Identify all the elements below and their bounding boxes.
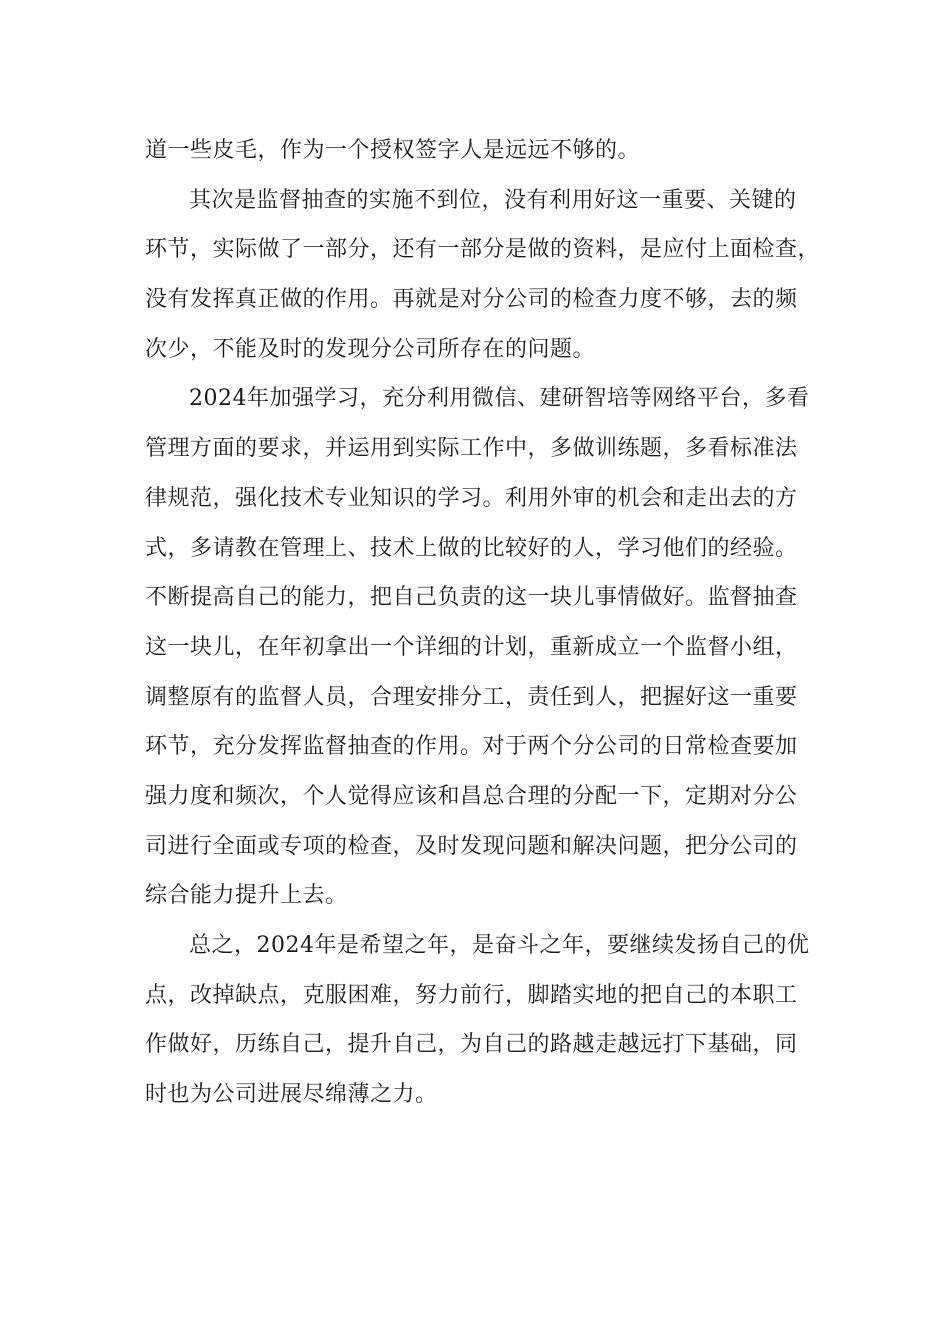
text-line: 强力度和频次，个人觉得应该和昌总合理的分配一下，定期对分公 bbox=[145, 783, 798, 809]
text-line: 次少，不能及时的发现分公司所存在的问题。 bbox=[145, 336, 596, 362]
text-line: 其次是监督抽查的实施不到位，没有利用好这一重要、关键的 bbox=[189, 187, 797, 213]
text-line: 管理方面的要求，并运用到实际工作中，多做训练题，多看标准法 bbox=[145, 436, 798, 462]
text-line: 2024年加强学习，充分利用微信、建研智培等网络平台，多看 bbox=[189, 386, 810, 412]
text-line: 调整原有的监督人员，合理安排分工，责任到人，把握好这一重要 bbox=[145, 684, 798, 710]
text-line: 环节，实际做了一部分，还有一部分是做的资料，是应付上面检查， bbox=[145, 237, 821, 263]
text-line: 司进行全面或专项的检查，及时发现问题和解决问题，把分公司的 bbox=[145, 833, 798, 859]
document-body bbox=[145, 126, 825, 1120]
text-line: 总之，2024年是希望之年，是奋斗之年，要继续发扬自己的优 bbox=[189, 933, 810, 958]
text-line: 环节，充分发挥监督抽查的作用。对于两个分公司的日常检查要加 bbox=[145, 734, 798, 760]
text-line: 律规范，强化技术专业知识的学习。利用外审的机会和走出去的方 bbox=[145, 485, 798, 511]
text-line: 道一些皮毛，作为一个授权签字人是远远不够的。 bbox=[145, 138, 641, 163]
text-line: 这一块儿，在年初拿出一个详细的计划，重新成立一个监督小组， bbox=[145, 634, 798, 660]
text-line: 不断提高自己的能力，把自己负责的这一块儿事情做好。监督抽查 bbox=[145, 585, 798, 611]
text-line: 时也为公司进展尽绵薄之力。 bbox=[145, 1082, 438, 1108]
text-line: 式，多请教在管理上、技术上做的比较好的人，学习他们的经验。 bbox=[145, 535, 798, 561]
text-line: 作做好，历练自己，提升自己，为自己的路越走越远打下基础，同 bbox=[145, 1032, 798, 1058]
text-line: 点，改掉缺点，克服困难，努力前行，脚踏实地的把自己的本职工 bbox=[145, 982, 798, 1008]
text-line: 没有发挥真正做的作用。再就是对分公司的检查力度不够，去的频 bbox=[145, 287, 798, 313]
text-line: 综合能力提升上去。 bbox=[145, 883, 348, 909]
